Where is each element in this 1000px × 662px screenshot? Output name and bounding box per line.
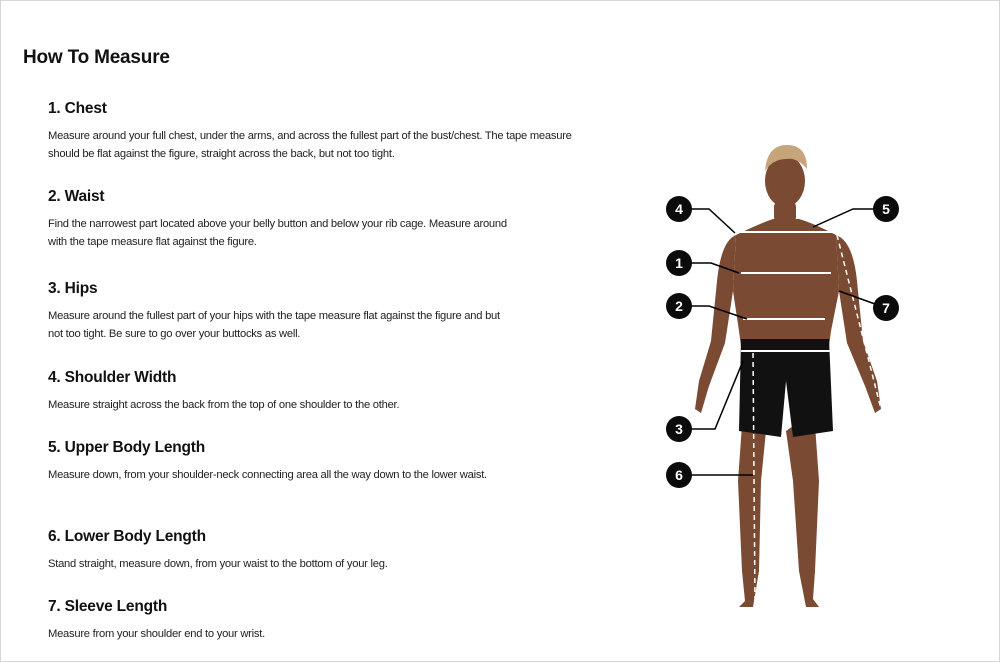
section-hips bbox=[48, 280, 608, 343]
marker-badge-3 bbox=[666, 416, 692, 442]
section-heading: 6. Lower Body Length bbox=[48, 528, 206, 545]
section-text: Measure straight across the back from the top of one shoulder to the other. bbox=[48, 399, 400, 411]
section-text: Measure around your full chest, under the arms, and across the fullest part of the bust/chest. The tape measure should be flat against the figure, straight across the back, but not too tight. bbox=[48, 130, 572, 160]
marker-badge-1 bbox=[666, 250, 692, 276]
section-waist bbox=[48, 188, 608, 251]
section-heading: 3. Hips bbox=[48, 280, 98, 297]
section-text: Find the narrowest part located above your belly button and below your rib cage. Measure around with the tape measure flat against the figure. bbox=[48, 218, 507, 248]
body-measurement-figure bbox=[641, 131, 931, 611]
section-text: Stand straight, measure down, from your waist to the bottom of your leg. bbox=[48, 558, 388, 570]
section-lower-body-length bbox=[48, 528, 608, 573]
marker-label: 5 bbox=[882, 201, 890, 217]
section-text: Measure around the fullest part of your hips with the tape measure flat against the figure and but not too tight. Be sure to go over your buttocks as well. bbox=[48, 310, 500, 340]
section-chest bbox=[48, 100, 608, 163]
marker-badge-5 bbox=[873, 196, 899, 222]
marker-badge-2 bbox=[666, 293, 692, 319]
marker-badge-6 bbox=[666, 462, 692, 488]
marker-label: 4 bbox=[675, 201, 683, 217]
section-text: Measure from your shoulder end to your wrist. bbox=[48, 628, 265, 640]
marker-badge-7 bbox=[873, 295, 899, 321]
marker-label: 2 bbox=[675, 298, 683, 314]
section-shoulder-width bbox=[48, 369, 608, 414]
section-sleeve-length bbox=[48, 598, 608, 643]
section-heading: 5. Upper Body Length bbox=[48, 439, 206, 456]
section-text: Measure down, from your shoulder-neck connecting area all the way down to the lower waist. bbox=[48, 469, 487, 481]
marker-label: 6 bbox=[675, 467, 683, 483]
marker-label: 1 bbox=[675, 255, 683, 271]
page-title: How To Measure bbox=[23, 47, 170, 68]
body-figure-svg bbox=[641, 131, 931, 611]
section-heading: 7. Sleeve Length bbox=[48, 598, 168, 615]
section-heading: 4. Shoulder Width bbox=[48, 369, 177, 386]
marker-label: 3 bbox=[675, 421, 683, 437]
human-body-illustration bbox=[695, 145, 881, 607]
marker-label: 7 bbox=[882, 300, 890, 316]
section-heading: 1. Chest bbox=[48, 100, 107, 117]
section-heading: 2. Waist bbox=[48, 188, 105, 205]
marker-badge-4 bbox=[666, 196, 692, 222]
section-upper-body-length bbox=[48, 439, 608, 484]
